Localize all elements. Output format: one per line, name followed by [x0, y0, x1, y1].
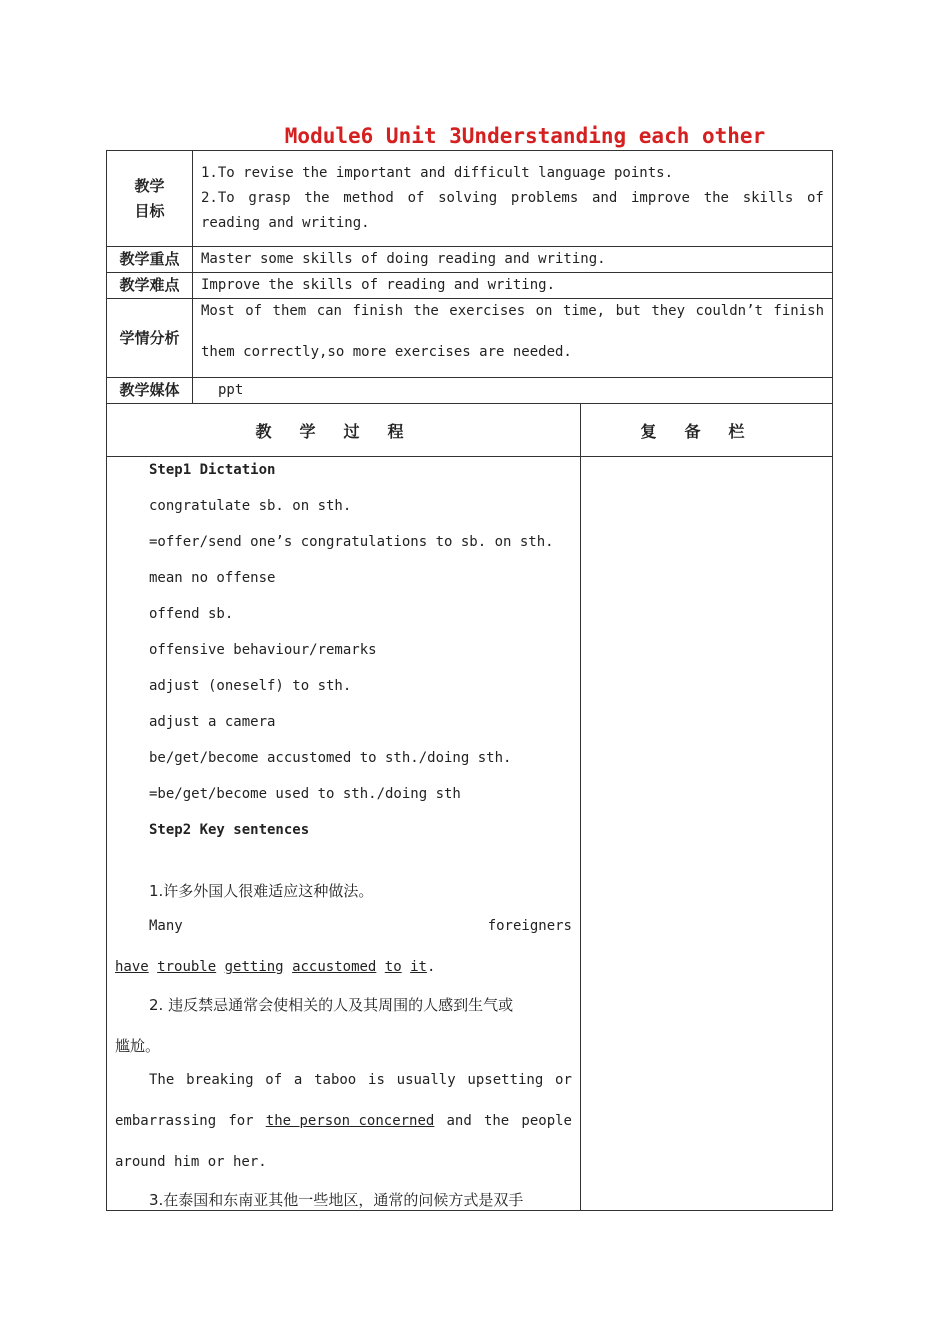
objectives-line-1: 1.To revise the important and difficult language points.	[201, 165, 674, 181]
word: 2.To	[201, 190, 235, 206]
analysis-label: 学情分析	[107, 299, 193, 377]
difficulties-label: 教学难点	[107, 273, 193, 298]
media-row	[106, 377, 833, 404]
objectives-row	[106, 150, 833, 247]
analysis-line-1	[201, 303, 824, 319]
key-points-value: Master some skills of doing reading and writing.	[201, 251, 606, 267]
difficulties-row	[106, 272, 833, 299]
dictation-item: adjust (oneself) to sth.	[149, 678, 352, 694]
underlined-phrase: the person concerned	[265, 1113, 435, 1129]
dictation-item: congratulate sb. on sth.	[149, 498, 352, 514]
word: couldn’t	[695, 303, 763, 319]
word: upsetting	[467, 1072, 544, 1088]
sentence-1-english-a: Many	[149, 918, 183, 934]
word: skills	[742, 190, 794, 206]
word: exercises	[449, 303, 526, 319]
media-value: ppt	[218, 382, 244, 398]
process-column	[106, 456, 581, 1211]
word: of	[245, 303, 263, 319]
sentence-3-chinese: 3.在泰国和东南亚其他一些地区，通常的问候方式是双手	[149, 1191, 524, 1209]
dictation-item: adjust a camera	[149, 714, 276, 730]
word: and	[591, 190, 618, 206]
word: The	[149, 1072, 175, 1088]
key-points-label: 教学重点	[107, 247, 193, 272]
word: embarrassing	[115, 1113, 217, 1129]
word: the	[703, 190, 729, 206]
period: .	[426, 959, 436, 975]
word: the	[483, 1113, 510, 1129]
word: the	[413, 303, 439, 319]
difficulties-value: Improve the skills of reading and writing.	[201, 277, 556, 293]
word: solving	[438, 190, 498, 206]
underlined-word: have	[115, 959, 149, 975]
word: usually	[396, 1072, 456, 1088]
objectives-label: 教学 目标	[107, 151, 193, 246]
word: problems	[510, 190, 579, 206]
word: finish	[352, 303, 404, 319]
word: can	[316, 303, 342, 319]
word: they	[651, 303, 686, 319]
page-title: Module6 Unit 3Understanding each other	[284, 124, 766, 148]
notes-column	[580, 456, 833, 1211]
underlined-word: it	[410, 959, 427, 975]
word: of	[265, 1072, 283, 1088]
word: the	[304, 190, 330, 206]
sentence-2-english-line-3: around him or her.	[115, 1154, 267, 1170]
step1-heading: Step1 Dictation	[149, 462, 276, 478]
sentence-2-english-line-1	[149, 1072, 572, 1088]
dictation-item: offensive behaviour/remarks	[149, 642, 377, 658]
objectives-line-2	[201, 190, 824, 206]
sentence-1-english-b: foreigners	[487, 918, 572, 934]
dictation-item: =offer/send one’s congratulations to sb. on sth.	[149, 534, 554, 550]
analysis-line-2: them correctly,so more exercises are needed.	[201, 344, 572, 360]
sentence-2-chinese-b: 尴尬。	[115, 1037, 161, 1055]
word: is	[368, 1072, 385, 1088]
word: Most	[201, 303, 235, 319]
sentence-1-chinese: 1.许多外国人很难适应这种做法。	[149, 882, 374, 900]
word: a	[293, 1072, 303, 1088]
word: people	[521, 1113, 572, 1129]
word: time,	[562, 303, 606, 319]
sentence-2-english-line-2	[115, 1113, 572, 1129]
notes-header: 复备栏	[580, 403, 833, 457]
objectives-line-3: reading and writing.	[201, 215, 370, 231]
underlined-word: trouble	[157, 959, 217, 975]
word: finish	[773, 303, 824, 319]
dictation-item: offend sb.	[149, 606, 234, 622]
word: method	[343, 190, 394, 206]
dictation-item: mean no offense	[149, 570, 276, 586]
word: on	[535, 303, 553, 319]
word: breaking	[186, 1072, 254, 1088]
underlined-word: accustomed	[292, 959, 377, 975]
word: taboo	[314, 1072, 357, 1088]
word: of	[806, 190, 824, 206]
word: of	[407, 190, 425, 206]
underlined-word: getting	[224, 959, 284, 975]
underlined-word: to	[384, 959, 402, 975]
analysis-row	[106, 298, 833, 378]
step2-heading: Step2 Key sentences	[149, 822, 310, 838]
process-header: 教学过程	[106, 403, 581, 457]
word: or	[555, 1072, 572, 1088]
sentence-2-chinese-a: 2. 违反禁忌通常会使相关的人及其周围的人感到生气或	[149, 996, 514, 1014]
word: for	[228, 1113, 254, 1129]
key-points-row	[106, 246, 833, 273]
word: and	[446, 1113, 472, 1129]
word: improve	[630, 190, 690, 206]
word: grasp	[248, 190, 291, 206]
dictation-item: be/get/become accustomed to sth./doing sth.	[149, 750, 512, 766]
sentence-1-english-underlined	[115, 959, 435, 975]
word: them	[272, 303, 307, 319]
media-label: 教学媒体	[107, 378, 193, 403]
dictation-item: =be/get/become used to sth./doing sth	[149, 786, 461, 802]
word: but	[615, 303, 641, 319]
